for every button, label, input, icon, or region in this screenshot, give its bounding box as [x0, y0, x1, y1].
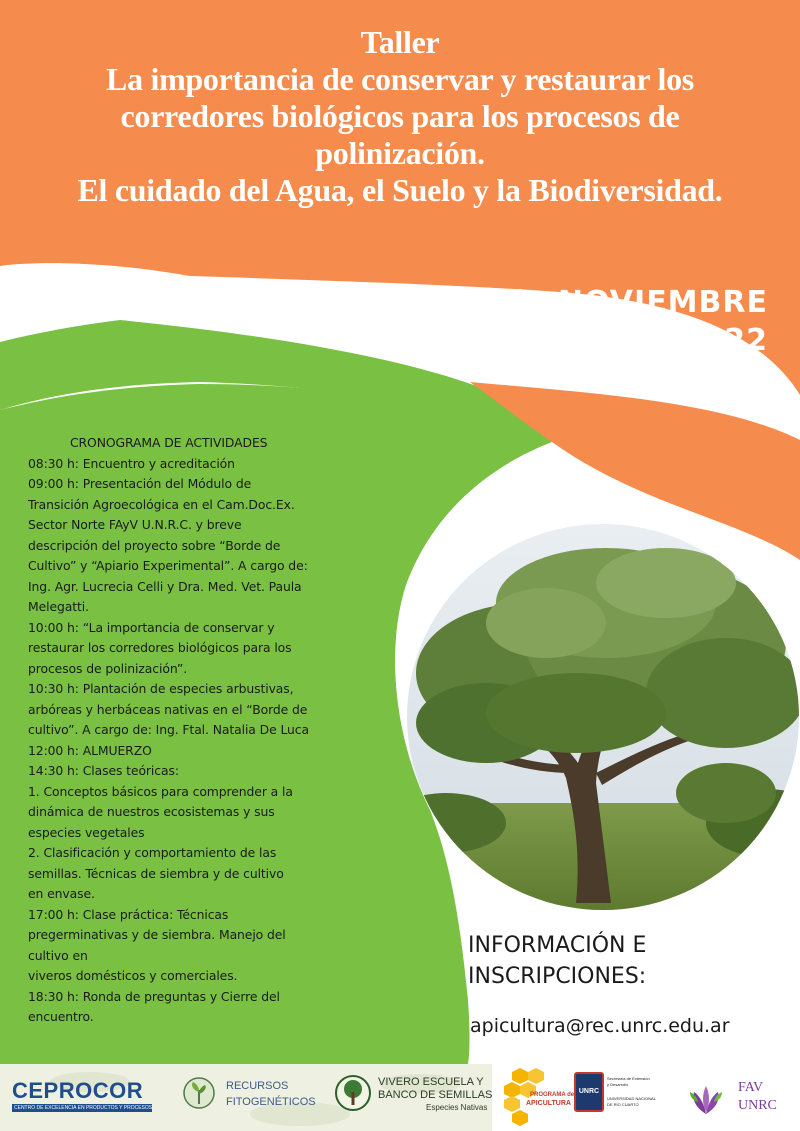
date-year: 2022 [680, 323, 768, 358]
schedule-title: CRONOGRAMA DE ACTIVIDADES [70, 435, 268, 450]
unrc-extension-logo [574, 1068, 664, 1124]
date-day-month: 4 de NOVIEMBRE [469, 285, 768, 320]
vivero-line-3: Especies Nativas [426, 1103, 488, 1112]
recursos-line-1: RECURSOS [226, 1080, 289, 1092]
sponsor-logos [0, 1064, 800, 1131]
schedule-line: semillas. Técnicas de siembra y de cultivo [28, 865, 284, 881]
title-line: El cuidado del Agua, el Suelo y la Biodiversidad. [77, 172, 723, 208]
schedule-line: en envase. [28, 886, 95, 901]
tree-seal-icon [334, 1074, 372, 1112]
schedule-line: Ing. Agr. Lucrecia Celli y Dra. Med. Vet. Paula [28, 578, 302, 594]
schedule-line: descripción del proyecto sobre “Borde de [28, 537, 281, 553]
schedule-line: 12:00 h: ALMUERZO [28, 742, 152, 758]
info-line: INFORMACIÓN E [468, 933, 647, 958]
unrc-seal: UNRC [574, 1072, 604, 1112]
schedule-line: especies vegetales [28, 824, 145, 840]
plant-icon [182, 1076, 216, 1110]
vivero-escuela-logo [334, 1070, 494, 1120]
apicultura-line-1: PROGRAMA de [530, 1092, 575, 1098]
fav-line-2: UNRC [738, 1098, 777, 1113]
schedule-line: Melegatti. [28, 599, 89, 614]
schedule [28, 433, 338, 1028]
unrc-line-4: DE RÍO CUARTO [607, 1102, 639, 1107]
info-line: INSCRIPCIONES: [468, 964, 647, 989]
schedule-line: arbóreas y herbáceas nativas en el “Borde de [28, 701, 308, 717]
schedule-line: 1. Conceptos básicos para comprender a la [28, 783, 293, 799]
ceprocor-name: CEPROCOR [12, 1078, 144, 1103]
schedule-line: cultivo”. A cargo de: Ing. Ftal. Natalia De Luca [28, 722, 309, 737]
event-date [469, 284, 768, 360]
schedule-line: 2. Clasificación y comportamiento de las [28, 845, 277, 860]
ceprocor-logo [12, 1078, 152, 1112]
schedule-line: Transición Agroecológica en el Cam.Doc.Ex. [28, 496, 295, 512]
schedule-line: 14:30 h: Clases teóricas: [28, 763, 179, 778]
schedule-line: pregerminativas y de siembra. Manejo del [28, 927, 286, 942]
title-line: Taller [360, 24, 440, 60]
unrc-line-3: UNIVERSIDAD NACIONAL [607, 1096, 656, 1101]
schedule-line: 10:00 h: “La importancia de conservar y [28, 619, 275, 635]
schedule-line: 09:00 h: Presentación del Módulo de [28, 476, 252, 491]
schedule-line: cultivo en [28, 947, 88, 963]
info-heading [468, 930, 646, 992]
apicultura-line-2: APICULTURA [526, 1100, 571, 1107]
workshop-title [0, 24, 800, 209]
flower-icon [686, 1078, 726, 1118]
unrc-line-1: Secretaría de Extensión [607, 1076, 650, 1081]
schedule-line: 18:30 h: Ronda de preguntas y Cierre del [28, 988, 280, 1004]
schedule-line: Sector Norte FAyV U.N.R.C. y breve [28, 517, 242, 532]
schedule-line: 08:30 h: Encuentro y acreditación [28, 455, 235, 471]
schedule-line: Cultivo” y “Apiario Experimental”. A cargo de: [28, 558, 308, 573]
fav-unrc-logo [686, 1076, 796, 1124]
schedule-line: viveros domésticos y comerciales. [28, 968, 238, 983]
recursos-line-2: FITOGENÉTICOS [226, 1096, 316, 1108]
schedule-line: 10:30 h: Plantación de especies arbustivas, [28, 681, 294, 696]
schedule-line: restaurar los corredores biológicos para los [28, 640, 292, 655]
fav-line-1: FAV [738, 1080, 764, 1095]
vivero-line-2: BANCO DE SEMILLAS [378, 1089, 493, 1101]
title-line: La importancia de conservar y restaurar los [106, 61, 694, 97]
recursos-fitogeneticos-logo [182, 1072, 332, 1116]
vivero-line-1: VIVERO ESCUELA Y [378, 1076, 484, 1088]
unrc-line-2: y Desarrollo [607, 1082, 629, 1087]
schedule-line: 17:00 h: Clase práctica: Técnicas [28, 906, 229, 922]
tree-photo [406, 523, 800, 911]
schedule-line: dinámica de nuestros ecosistemas y sus [28, 804, 275, 819]
contact-email[interactable]: apicultura@rec.unrc.edu.ar [470, 1015, 730, 1037]
title-line: corredores biológicos para los procesos de [120, 98, 680, 134]
ceprocor-subtitle: CENTRO DE EXCELENCIA EN PRODUCTOS Y PROCESOS [14, 1105, 152, 1111]
schedule-line: encuentro. [28, 1009, 94, 1024]
programa-apicultura-logo [500, 1066, 575, 1126]
title-line: polinización. [315, 135, 485, 171]
schedule-line: procesos de polinización”. [28, 660, 188, 676]
